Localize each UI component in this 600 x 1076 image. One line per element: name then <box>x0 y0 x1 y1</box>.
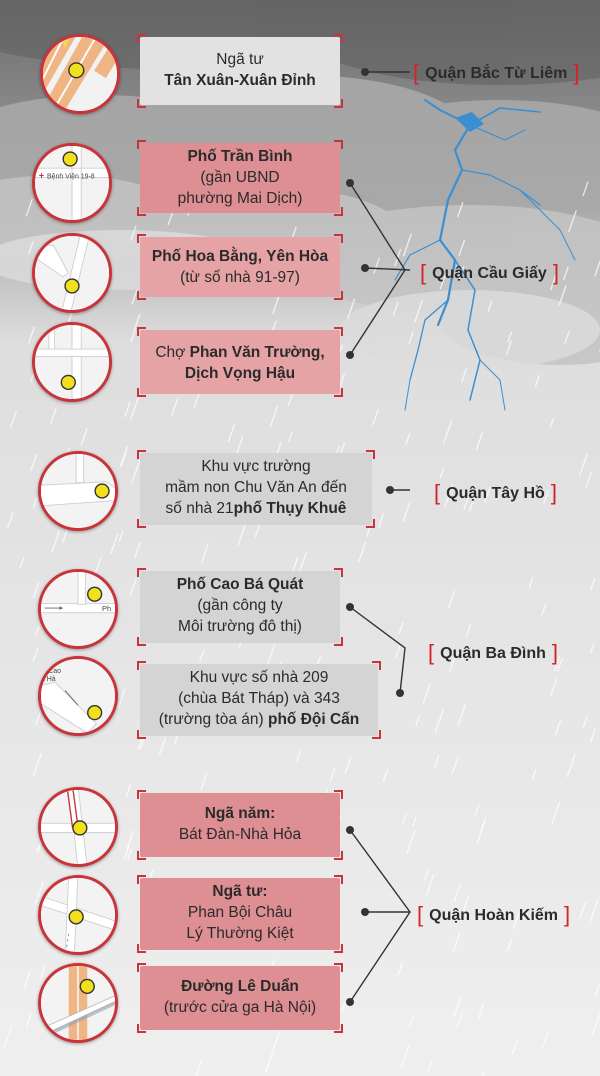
location-card-thuy-khue: Khu vực trường mầm non Chu Văn An đến số nhà 21phố Thụy Khuê <box>140 453 372 525</box>
location-marker <box>95 484 109 498</box>
location-marker <box>88 587 102 601</box>
location-marker <box>69 63 84 78</box>
district-label-ba-dinh: [ Quận Ba Đình ] <box>428 640 559 665</box>
location-card-cao-ba-quat: Phố Cao Bá Quát (gần công ty Môi trường đô thị) <box>140 571 340 643</box>
card-title: Phố Cao Bá Quát <box>176 576 304 593</box>
location-marker <box>69 910 83 924</box>
svg-text:á Hà: á Hà <box>41 676 56 684</box>
svg-text:Bệnh Viện 19-8: Bệnh Viện 19-8 <box>47 173 95 181</box>
map-thumbnail-hoa-bang <box>32 233 112 313</box>
location-card-doi-can: Khu vực số nhà 209 (chùa Bát Tháp) và 343 (trường tòa án) phố Đội Cấn <box>140 664 378 736</box>
district-label-bac-tu-liem: [ Quận Bắc Từ Liêm ] <box>413 60 580 85</box>
district-label-hoan-kiem: [ Quận Hoàn Kiếm ] <box>417 902 571 927</box>
district-label-tay-ho: [ Quận Tây Hồ ] <box>434 480 557 505</box>
location-marker <box>61 375 75 389</box>
svg-text:Ph: Ph <box>102 603 112 613</box>
map-thumbnail-doi-can <box>38 656 118 736</box>
card-title: Dịch Vọng Hậu <box>184 365 296 382</box>
district-label-cau-giay: [ Quận Cầu Giấy ] <box>420 260 559 285</box>
card-title: Tân Xuân-Xuân Đỉnh <box>164 72 316 89</box>
location-card-tran-binh: Phố Trần Bình (gần UBND phường Mai Dịch) <box>140 143 340 213</box>
location-card-le-duan: Đường Lê Duẩn (trước cửa ga Hà Nội) <box>140 966 340 1030</box>
card-title: Ngã năm: <box>204 805 276 822</box>
map-thumbnail-tran-binh <box>32 143 112 223</box>
card-title: Phố Hoa Bằng, Yên Hòa <box>151 248 329 265</box>
map-thumbnail-cao-ba-quat <box>38 569 118 649</box>
card-title: Ngã tư: <box>212 883 268 900</box>
location-marker <box>73 821 87 835</box>
map-thumbnail-le-duan <box>38 963 118 1043</box>
map-thumbnail-tan-xuan <box>40 34 120 114</box>
map-thumbnail-phan-boi-chau <box>38 875 118 955</box>
map-thumbnail-phan-van-truong <box>32 322 112 402</box>
location-marker <box>88 706 102 720</box>
card-title: Phố Trần Bình <box>187 148 293 165</box>
location-card-phan-boi-chau: Ngã tư: Phan Bội Châu Lý Thường Kiệt <box>140 878 340 950</box>
map-thumbnail-thuy-khue <box>38 451 118 531</box>
card-text: Ngã tư <box>216 51 264 68</box>
card-title: Đường Lê Duẩn <box>181 978 299 995</box>
svg-text:+: + <box>38 170 45 181</box>
location-marker <box>65 279 79 293</box>
location-card-bat-dan: Ngã năm: Bát Đàn-Nhà Hỏa <box>140 793 340 857</box>
location-card-hoa-bang: Phố Hoa Bằng, Yên Hòa (từ số nhà 91-97) <box>140 237 340 297</box>
location-card-phan-van-truong: Chợ Phan Văn Trường, Dịch Vọng Hậu <box>140 330 340 394</box>
map-thumbnail-nga-nam-bat-dan <box>38 787 118 867</box>
svg-text:ối Cao: ối Cao <box>41 667 62 675</box>
location-marker <box>63 152 77 166</box>
location-marker <box>80 979 94 993</box>
location-card-tan-xuan <box>140 37 340 105</box>
